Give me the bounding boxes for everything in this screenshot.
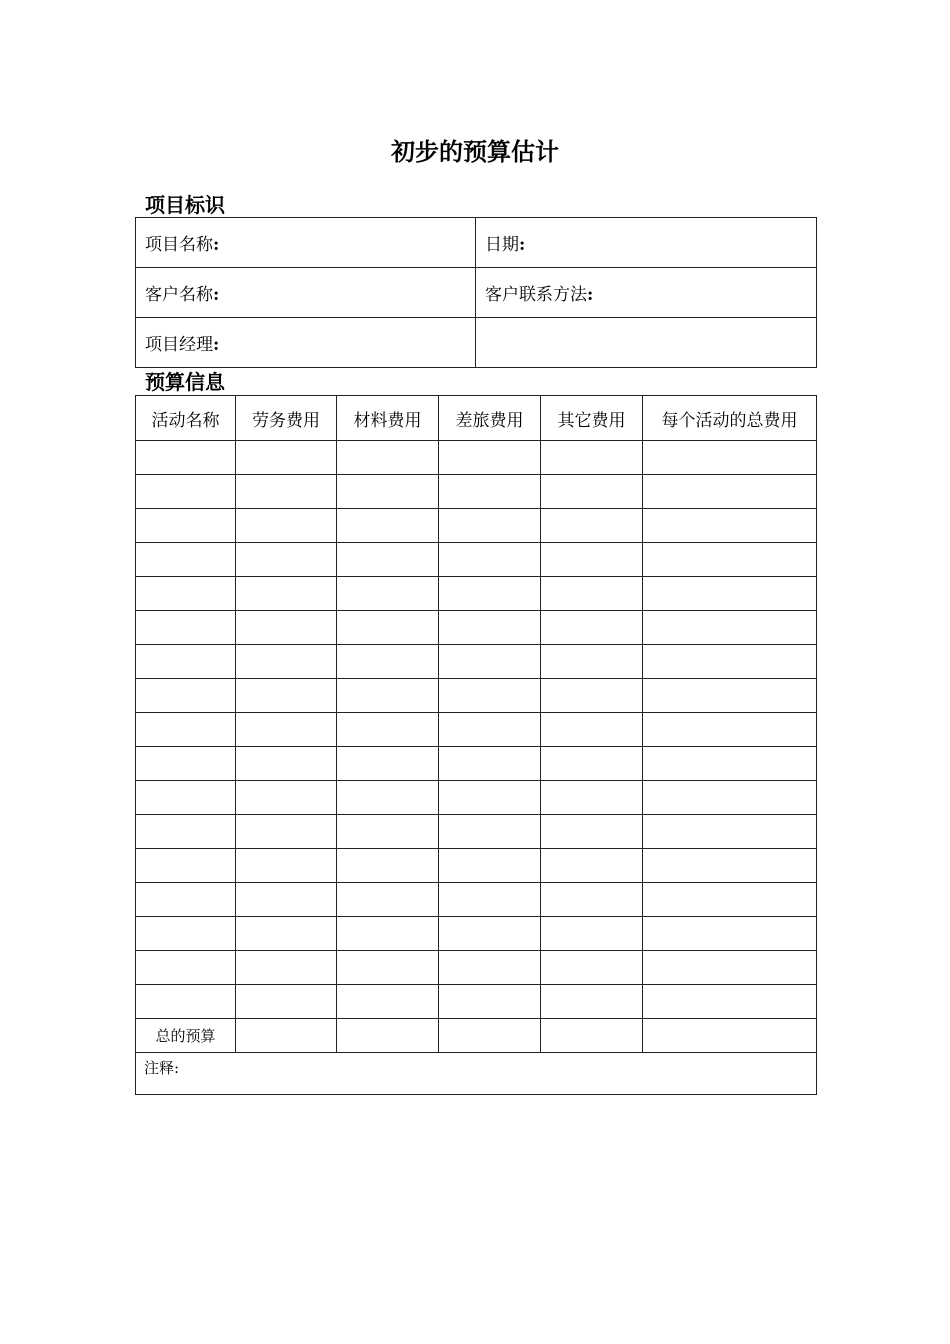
table-row: [136, 543, 817, 577]
table-cell[interactable]: [439, 577, 541, 611]
table-row: [136, 645, 817, 679]
table-cell[interactable]: [337, 849, 439, 883]
client-name-label: 客户名称: [145, 285, 213, 305]
table-cell[interactable]: [337, 713, 439, 747]
table-cell[interactable]: [136, 951, 236, 985]
table-cell[interactable]: [136, 475, 236, 509]
table-row: [136, 577, 817, 611]
table-cell[interactable]: [136, 577, 236, 611]
table-cell[interactable]: [136, 679, 236, 713]
table-cell[interactable]: [439, 475, 541, 509]
table-cell[interactable]: [136, 815, 236, 849]
empty-cell[interactable]: [476, 318, 817, 368]
table-cell[interactable]: [541, 645, 643, 679]
table-cell[interactable]: [541, 713, 643, 747]
table-cell[interactable]: [439, 781, 541, 815]
table-cell[interactable]: [439, 985, 541, 1019]
table-cell[interactable]: [541, 781, 643, 815]
table-cell[interactable]: [136, 645, 236, 679]
table-cell[interactable]: [541, 509, 643, 543]
table-cell[interactable]: [136, 883, 236, 917]
table-cell[interactable]: [439, 441, 541, 475]
table-cell[interactable]: [136, 509, 236, 543]
table-cell[interactable]: [236, 475, 337, 509]
table-cell[interactable]: [236, 509, 337, 543]
table-cell[interactable]: [337, 951, 439, 985]
colon: :: [519, 235, 526, 255]
table-cell[interactable]: [236, 645, 337, 679]
table-cell[interactable]: [337, 509, 439, 543]
total-row: [136, 1019, 817, 1053]
table-row: [136, 781, 817, 815]
table-cell[interactable]: [643, 441, 817, 475]
table-cell[interactable]: [643, 509, 817, 543]
table-cell[interactable]: [337, 475, 439, 509]
table-cell[interactable]: [439, 713, 541, 747]
table-cell[interactable]: [643, 747, 817, 781]
table-cell[interactable]: [643, 883, 817, 917]
table-row: [136, 815, 817, 849]
budget-information-table: [135, 395, 817, 1095]
table-row: [136, 611, 817, 645]
colon: :: [587, 285, 594, 305]
table-cell[interactable]: [236, 951, 337, 985]
table-cell[interactable]: [439, 611, 541, 645]
table-cell[interactable]: [337, 679, 439, 713]
table-cell[interactable]: [643, 713, 817, 747]
table-cell[interactable]: [439, 645, 541, 679]
table-cell[interactable]: [643, 543, 817, 577]
table-cell[interactable]: [541, 475, 643, 509]
table-row: [136, 917, 817, 951]
client-contact-label: 客户联系方法: [485, 285, 587, 305]
table-cell[interactable]: [439, 917, 541, 951]
table-cell[interactable]: [643, 985, 817, 1019]
table-cell[interactable]: [136, 985, 236, 1019]
table-row: [136, 679, 817, 713]
table-cell[interactable]: [643, 611, 817, 645]
column-header-travel: 差旅费用: [439, 396, 541, 441]
column-header-materials: 材料费用: [337, 396, 439, 441]
table-cell[interactable]: [643, 645, 817, 679]
table-row: [136, 475, 817, 509]
table-cell[interactable]: [643, 475, 817, 509]
table-cell[interactable]: [643, 1019, 817, 1053]
client-name-field[interactable]: [136, 268, 476, 318]
client-contact-field[interactable]: [476, 268, 817, 318]
table-cell[interactable]: [236, 543, 337, 577]
table-cell[interactable]: [236, 441, 337, 475]
notes-row: [136, 1053, 817, 1095]
table-cell[interactable]: [439, 883, 541, 917]
table-row: [136, 509, 817, 543]
table-cell[interactable]: [541, 883, 643, 917]
table-row: [136, 849, 817, 883]
table-cell[interactable]: [337, 1019, 439, 1053]
table-cell[interactable]: [236, 917, 337, 951]
table-cell[interactable]: [541, 611, 643, 645]
table-cell[interactable]: [439, 543, 541, 577]
column-header-activity-total: 每个活动的总费用: [643, 396, 817, 441]
table-cell[interactable]: [236, 611, 337, 645]
table-cell[interactable]: [337, 917, 439, 951]
table-cell[interactable]: [136, 611, 236, 645]
budget-information-heading: 预算信息: [145, 370, 225, 394]
table-cell[interactable]: [541, 747, 643, 781]
table-cell[interactable]: [541, 815, 643, 849]
table-cell[interactable]: [236, 849, 337, 883]
total-budget-label: 总的预算: [136, 1019, 236, 1053]
table-cell[interactable]: [337, 543, 439, 577]
table-cell[interactable]: [236, 985, 337, 1019]
table-cell[interactable]: [643, 679, 817, 713]
column-header-other: 其它费用: [541, 396, 643, 441]
project-name-label: 项目名称: [145, 235, 213, 255]
table-cell[interactable]: [136, 917, 236, 951]
table-cell[interactable]: [439, 849, 541, 883]
table-cell[interactable]: [439, 1019, 541, 1053]
table-cell[interactable]: [236, 713, 337, 747]
date-field[interactable]: [476, 218, 817, 268]
table-cell[interactable]: [136, 849, 236, 883]
table-cell[interactable]: [439, 747, 541, 781]
colon: :: [213, 235, 220, 255]
table-cell[interactable]: [337, 781, 439, 815]
table-cell[interactable]: [643, 849, 817, 883]
table-row: [136, 883, 817, 917]
table-cell[interactable]: [439, 951, 541, 985]
project-manager-label: 项目经理: [145, 335, 213, 355]
column-header-labor: 劳务费用: [236, 396, 337, 441]
table-cell[interactable]: [236, 577, 337, 611]
table-cell[interactable]: [236, 883, 337, 917]
table-cell[interactable]: [236, 679, 337, 713]
table-cell[interactable]: [541, 543, 643, 577]
table-cell[interactable]: [643, 917, 817, 951]
table-row: [136, 713, 817, 747]
table-cell[interactable]: [236, 1019, 337, 1053]
colon: :: [213, 285, 220, 305]
table-cell[interactable]: [541, 849, 643, 883]
table-cell[interactable]: [541, 441, 643, 475]
table-cell[interactable]: [136, 543, 236, 577]
table-cell[interactable]: [236, 815, 337, 849]
table-cell[interactable]: [236, 781, 337, 815]
table-cell[interactable]: [337, 815, 439, 849]
table-cell[interactable]: [337, 577, 439, 611]
table-row: [136, 441, 817, 475]
table-row: [136, 218, 817, 268]
header-row: [136, 396, 817, 441]
project-manager-field[interactable]: [136, 318, 476, 368]
table-cell[interactable]: [136, 781, 236, 815]
table-cell[interactable]: [136, 747, 236, 781]
notes-label: 注释:: [144, 1059, 180, 1077]
table-cell[interactable]: [541, 917, 643, 951]
table-cell[interactable]: [541, 577, 643, 611]
table-cell[interactable]: [337, 985, 439, 1019]
table-cell[interactable]: [541, 1019, 643, 1053]
table-cell[interactable]: [337, 747, 439, 781]
table-row: [136, 985, 817, 1019]
table-cell[interactable]: [337, 883, 439, 917]
table-cell[interactable]: [439, 509, 541, 543]
table-cell[interactable]: [643, 951, 817, 985]
table-cell[interactable]: [643, 577, 817, 611]
table-cell[interactable]: [136, 713, 236, 747]
table-cell[interactable]: [541, 985, 643, 1019]
column-header-activity: 活动名称: [136, 396, 236, 441]
table-cell[interactable]: [136, 441, 236, 475]
table-cell[interactable]: [541, 951, 643, 985]
table-cell[interactable]: [439, 815, 541, 849]
table-cell[interactable]: [337, 611, 439, 645]
table-row: [136, 747, 817, 781]
table-row: [136, 268, 817, 318]
table-cell[interactable]: [439, 679, 541, 713]
document-title: 初步的预算估计: [391, 137, 559, 166]
table-cell[interactable]: [236, 747, 337, 781]
project-identification-heading: 项目标识: [145, 193, 225, 217]
budget-rows: [136, 441, 817, 1095]
table-cell[interactable]: [643, 781, 817, 815]
notes-field[interactable]: [136, 1053, 817, 1095]
colon: :: [213, 335, 220, 355]
date-label: 日期: [485, 235, 519, 255]
table-cell[interactable]: [337, 441, 439, 475]
table-cell[interactable]: [337, 645, 439, 679]
project-identification-table: [135, 217, 817, 368]
table-row: [136, 318, 817, 368]
project-name-field[interactable]: [136, 218, 476, 268]
table-cell[interactable]: [541, 679, 643, 713]
table-row: [136, 951, 817, 985]
table-cell[interactable]: [643, 815, 817, 849]
